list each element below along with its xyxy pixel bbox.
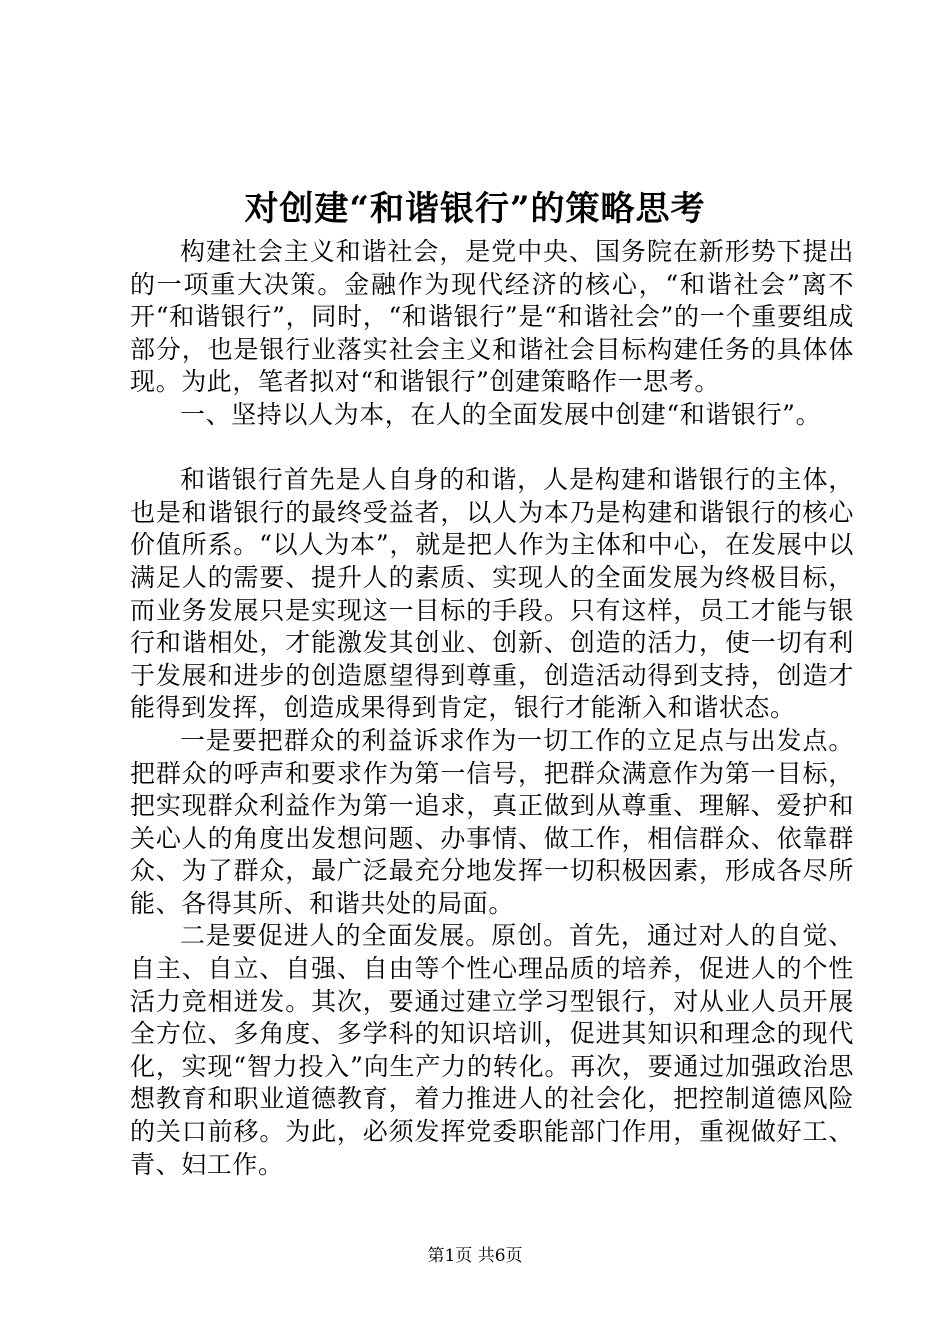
page-footer: 第1页 共6页 xyxy=(427,1246,523,1266)
paragraph-intro: 构建社会主义和谐社会，是党中央、国务院在新形势下提出的一项重大决策。金融作为现代经济的核心，“和谐社会”离不开“和谐银行”，同时，“和谐银行”是“和谐社会”的一个重要组成部分，也是银行业落实社会主义和谐社会目标构建任务的具体体现。为此，笔者拟对“和谐银行”创建策略作一思考。 xyxy=(130,237,854,397)
section-heading: 一、坚持以人为本，在人的全面发展中创建“和谐银行”。 xyxy=(180,399,822,429)
paragraph-people-oriented: 和谐银行首先是人自身的和谐，人是构建和谐银行的主体，也是和谐银行的最终受益者，以人为本乃是构建和谐银行的核心价值所系。“以人为本”，就是把人作为主体和中心，在发展中以满足人的需要、提升人的素质、实现人的全面发展为终极目标，而业务发展只是实现这一目标的手段。只有这样，员工才能与银行和谐相处，才能激发其创业、创新、创造的活力，使一切有利于发展和进步的创造愿望得到尊重，创造活动得到支持，创造才能得到发挥，创造成果得到肯定，银行才能渐入和谐状态。 xyxy=(130,465,854,723)
document-title: 对创建“和谐银行”的策略思考 xyxy=(244,189,706,229)
paragraph-point-two: 二是要促进人的全面发展。原创。首先，通过对人的自觉、自主、自立、自强、自由等个性心理品质的培养，促进人的个性活力竞相迸发。其次，要通过建立学习型银行，对从业人员开展全方位、多角度、多学科的知识培训，促进其知识和理念的现代化，实现“智力投入”向生产力的转化。再次，要通过加强政治思想教育和职业道德教育，着力推进人的社会化，把控制道德风险的关口前移。为此，必须发挥党委职能部门作用，重视做好工、青、妇工作。 xyxy=(130,921,854,1179)
document-body xyxy=(130,236,854,1181)
paragraph-point-one: 一是要把群众的利益诉求作为一切工作的立足点与出发点。把群众的呼声和要求作为第一信号，把群众满意作为第一目标，把实现群众利益作为第一追求，真正做到从尊重、理解、爱护和关心人的角度出发想问题、办事情、做工作，相信群众、依靠群众、为了群众，最广泛最充分地发挥一切积极因素，形成各尽所能、各得其所、和谐共处的局面。 xyxy=(130,725,854,918)
